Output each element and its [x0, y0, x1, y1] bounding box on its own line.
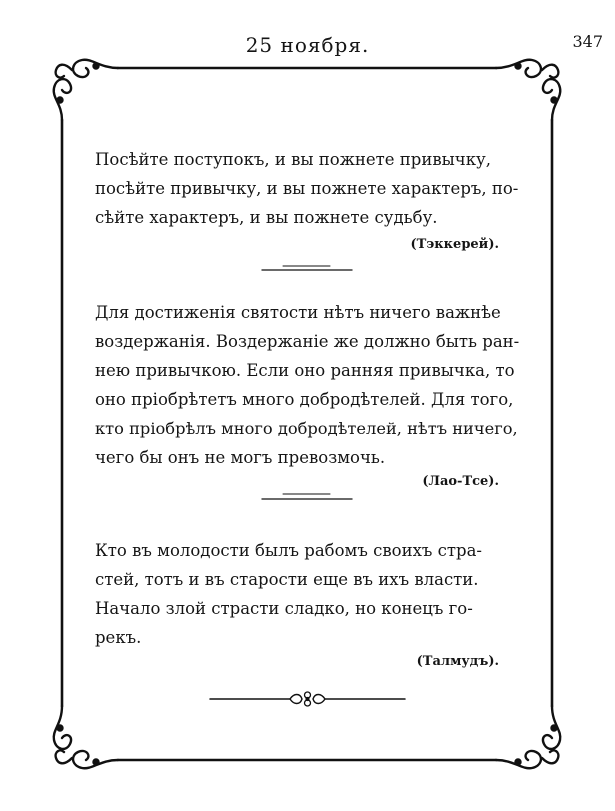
- section-separator-icon: [262, 494, 352, 499]
- quote-attribution: (Тэккерей).: [410, 237, 499, 252]
- quote-line: рекъ.: [95, 628, 142, 647]
- end-ornament-icon: [210, 692, 405, 706]
- quote-line: сѣйте характеръ, и вы пожнете судьбу.: [95, 208, 438, 227]
- quote-line: Для достиженія святости нѣтъ ничего важнѣе: [95, 303, 501, 322]
- quote-attribution: (Лао-Тсе).: [422, 474, 499, 489]
- quote-line: воздержанія. Воздержаніе же должно быть ран-: [95, 332, 520, 351]
- quote-line: Начало злой страсти сладко, но конецъ го-: [95, 599, 473, 618]
- quote-line: Кто въ молодости былъ рабомъ своихъ стра-: [95, 541, 482, 560]
- quote-block-talmud: [95, 536, 519, 672]
- quote-block-lao-tse: [95, 298, 519, 492]
- quote-line: чего бы онъ не могъ превозмочь.: [95, 448, 386, 467]
- quote-line: стей, тотъ и въ старости еще въ ихъ власти.: [95, 570, 479, 589]
- quote-block-thackeray: [95, 145, 519, 255]
- corner-ornament-top-right-icon: [496, 60, 560, 120]
- page-date-heading: 25 ноября.: [245, 33, 370, 57]
- quote-line: оно пріобрѣтетъ много добродѣтелей. Для того,: [95, 390, 514, 409]
- quote-line: кто пріобрѣлъ много добродѣтелей, нѣтъ ничего,: [95, 419, 518, 438]
- quote-line: Посѣйте поступокъ, и вы пожнете привычку,: [95, 150, 491, 169]
- quote-line: нею привычкою. Если оно ранняя привычка, то: [95, 361, 515, 380]
- corner-ornament-bottom-right-icon: [496, 706, 560, 768]
- corner-ornament-top-left-icon: [54, 60, 118, 120]
- quote-attribution: (Талмудъ).: [416, 654, 499, 669]
- quote-line: посѣйте привычку, и вы пожнете характеръ, по-: [95, 179, 519, 198]
- section-separator-icon: [262, 266, 352, 270]
- page-number: 347: [572, 32, 603, 51]
- corner-ornament-bottom-left-icon: [54, 706, 118, 768]
